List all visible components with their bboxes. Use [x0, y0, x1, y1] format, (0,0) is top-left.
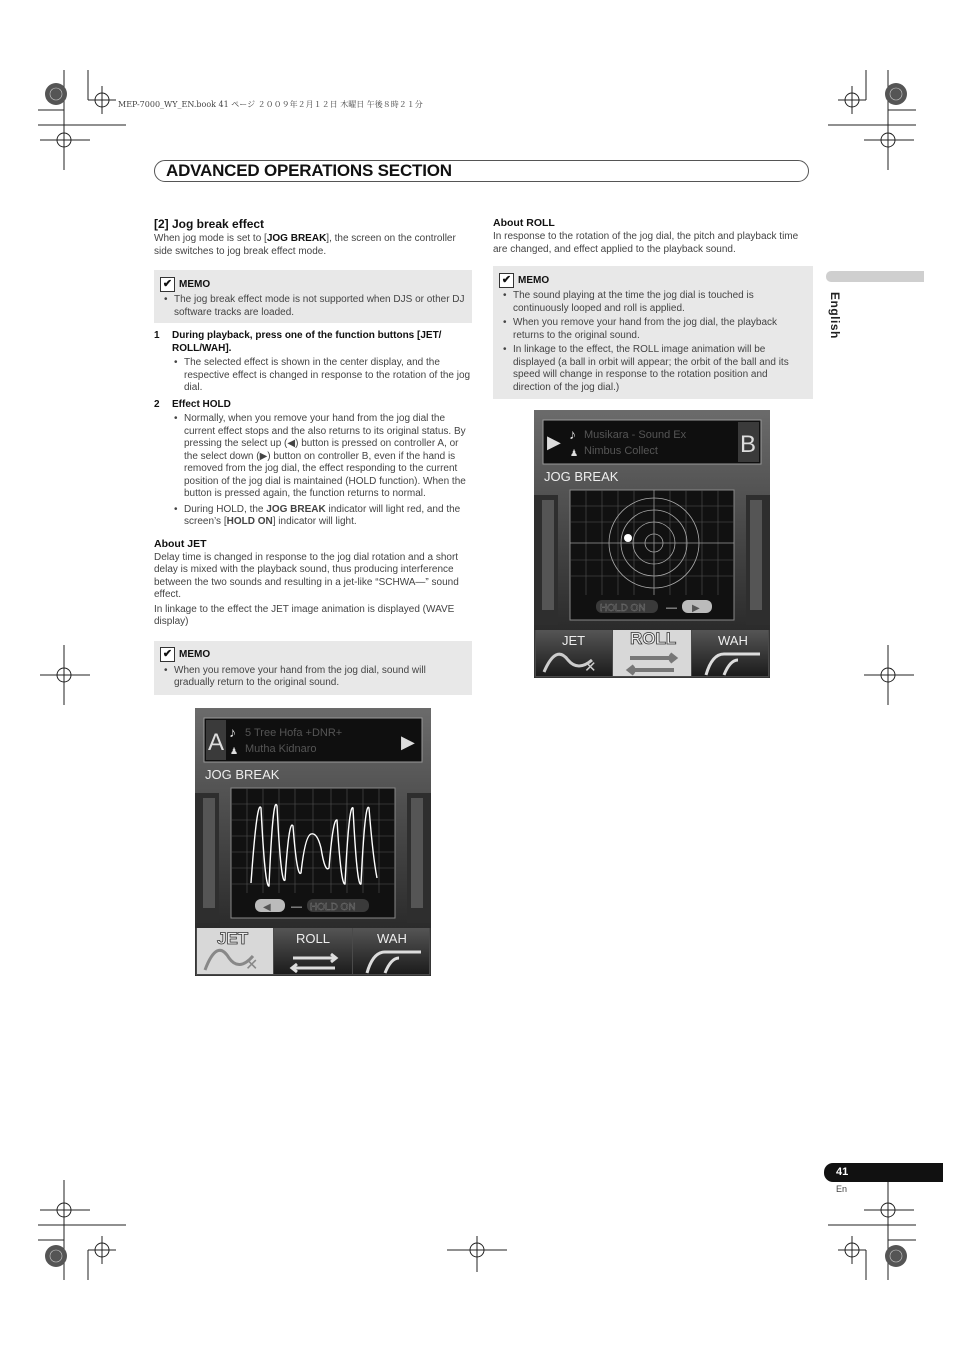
jet-paragraph-2: In linkage to the effect the JET image animation is displayed (WAVE display)	[154, 603, 455, 627]
step-2: 2 Effect HOLD	[154, 398, 231, 410]
jet-paragraph-1: Delay time is changed in response to the jog dial rotation and a short delay is mixed with the playback sound, thus producing interference between the two sounds and resulting in a jet-like “SCHWA—” sound effect.	[154, 551, 459, 600]
track-title: Musikara - Sound Ex	[584, 429, 687, 441]
memo-item: • When you remove your hand from the jog dial, sound will gradually return to the original sound.	[160, 665, 466, 690]
music-note-icon: ♪	[229, 724, 236, 740]
memo-check-icon: ✔	[160, 647, 175, 662]
language-label: English	[828, 292, 842, 339]
orbit-ball	[624, 534, 632, 542]
screen-a-jet	[195, 708, 431, 976]
track-artist: Mutha Kidnaro	[245, 743, 317, 755]
memo-item: • The sound playing at the time the jog dial is touched is continuously looped and roll is applied.	[499, 290, 807, 315]
fx-label-wah: WAH	[718, 633, 748, 648]
memo-item: • When you remove your hand from the jog dial, the playback returns to the original sound.	[499, 317, 807, 342]
page-number: 41	[836, 1166, 849, 1178]
dash: —	[666, 602, 677, 614]
step-2-bullet-2: • During HOLD, the JOG BREAK indicator will light red, and the screen’s [HOLD ON] indicator will light.	[154, 504, 472, 529]
step-1-bullet: • The selected effect is shown in the center display, and the respective effect is changed in response to the rotation of the jog dial.	[154, 357, 472, 395]
track-title: 5 Tree Hofa +DNR+	[245, 727, 343, 739]
memo-check-icon: ✔	[499, 273, 514, 288]
heading-about-roll: About ROLL	[493, 217, 555, 229]
memo-header: ✔ MEMO	[499, 272, 807, 288]
hold-label: HOLD ON	[600, 603, 646, 614]
step-2-bullet-1: • Normally, when you remove your hand from the jog dial the current effect stops and the also returns to its original status. By pressing the select up (◀) button is pressed on controller A, or the select down (▶) button on controller B, even if the hand is removed from the jog dial, the effect responding to the current position of the jog dial is maintained (HOLD function). When the button is pressed again, the function returns to normal.	[154, 413, 472, 501]
fx-label-jet: JET	[562, 633, 586, 648]
roll-paragraph: In response to the rotation of the jog dial, the pitch and playback time are changed, and effect applied to the playback sound.	[493, 231, 799, 255]
memo-header: ✔ MEMO	[160, 276, 466, 292]
heading-about-jet: About JET	[154, 537, 207, 550]
jet-cross-icon: ✕	[584, 659, 597, 676]
music-note-icon: ♪	[569, 426, 576, 442]
dash: —	[291, 901, 302, 913]
jet-cross-icon: ✕	[245, 957, 259, 974]
heading-jog-break: [2] Jog break effect	[154, 217, 265, 231]
track-artist: Nimbus Collect	[584, 445, 658, 457]
memo-item: • In linkage to the effect, the ROLL image animation will be displayed (a ball in orbit will appear; the orbit of the ball and its speed will change in response to the rotation position and direction of the jog dial.)	[499, 344, 807, 394]
section-title: ADVANCED OPERATIONS SECTION	[166, 161, 452, 180]
fx-label-roll: ROLL	[296, 931, 330, 946]
hold-label: HOLD ON	[310, 902, 356, 913]
memo-box-2	[154, 641, 472, 695]
fx-label-jet: JET	[217, 929, 249, 948]
fx-label-wah: WAH	[377, 931, 407, 946]
deck-letter: B	[740, 431, 757, 458]
play-icon: ▶	[547, 432, 561, 452]
mode-label: JOG BREAK	[544, 469, 619, 484]
right-column	[493, 217, 813, 399]
hold-arrow-icon: ▶	[692, 603, 700, 614]
print-info: MEP-7000_WY_EN.book 41 ページ ２００９年２月１２日 木曜日 午後８時２１分	[118, 100, 423, 109]
step-1: 1 During playback, press one of the function buttons [JET/ ROLL/WAH].	[154, 330, 442, 354]
memo-check-icon: ✔	[160, 277, 175, 292]
memo-box-1	[154, 270, 472, 323]
hold-arrow-icon: ◀	[263, 902, 271, 913]
fx-label-roll: ROLL	[630, 629, 677, 648]
play-icon: ▶	[401, 732, 415, 752]
memo-item: • The jog break effect mode is not supported when DJS or other DJ software tracks are loaded.	[160, 294, 466, 319]
mode-label: JOG BREAK	[205, 767, 280, 782]
artist-icon: ♟	[230, 746, 239, 756]
memo-box-3	[493, 266, 813, 399]
left-column	[154, 217, 472, 695]
screen-b-roll	[534, 410, 770, 678]
page-lang-code: En	[836, 1184, 848, 1194]
deck-letter: A	[208, 729, 225, 756]
artist-icon: ♟	[570, 448, 579, 458]
memo-header: ✔ MEMO	[160, 647, 466, 663]
language-tab	[826, 271, 924, 282]
intro-paragraph: When jog mode is set to [JOG BREAK], the screen on the controller side switches to jog break effect mode.	[154, 233, 456, 257]
